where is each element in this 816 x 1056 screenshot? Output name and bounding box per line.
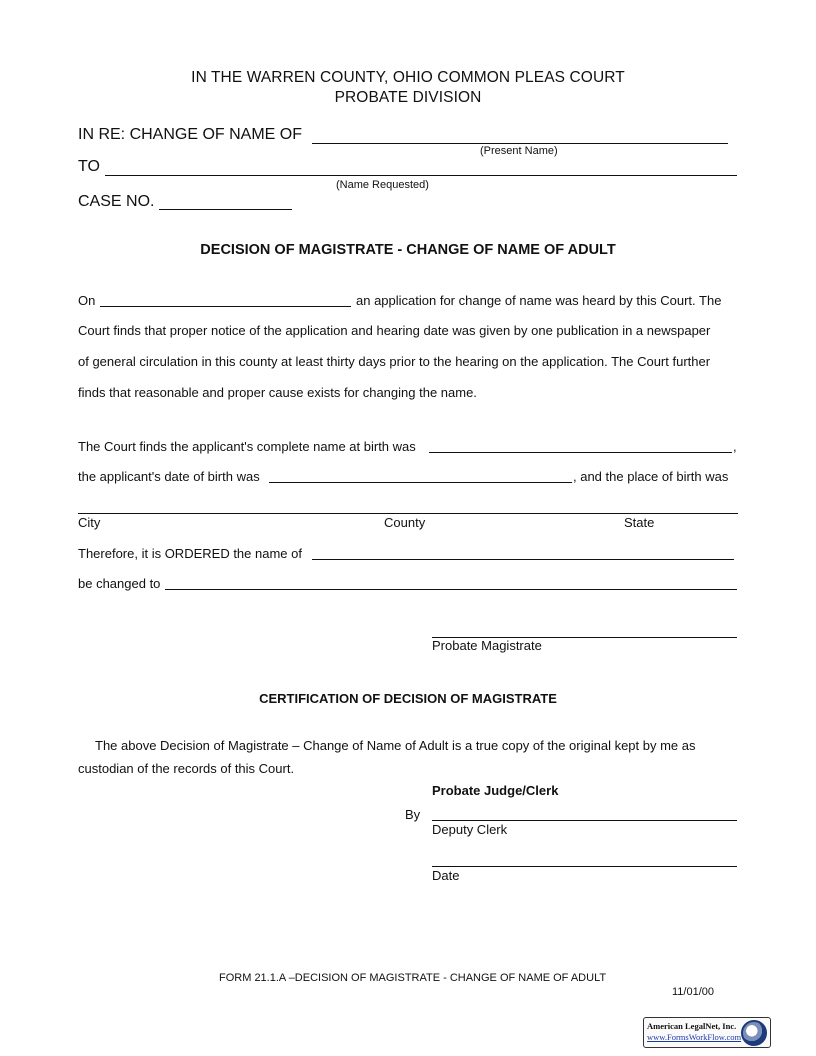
logo-company-name: American LegalNet, Inc. (647, 1021, 737, 1031)
logo-url[interactable]: www.FormsWorkFlow.com (647, 1032, 742, 1042)
form-label: FORM 21.1.A –DECISION OF MAGISTRATE - CHANGE OF NAME OF ADULT (219, 972, 607, 984)
para1-line2: Court finds that proper notice of the application and hearing date was given by one publication in a newspaper (78, 323, 711, 338)
birth-name-field[interactable] (429, 452, 732, 453)
birthplace-field[interactable] (78, 513, 738, 514)
magistrate-label: Probate Magistrate (432, 638, 542, 653)
name-requested-hint: (Name Requested) (336, 179, 429, 191)
by-label: By (405, 807, 421, 822)
dob-field[interactable] (269, 482, 572, 483)
changed-to-label: be changed to (78, 576, 161, 591)
to-label: TO (78, 158, 100, 175)
deputy-clerk-label: Deputy Clerk (432, 822, 508, 837)
name-requested-field[interactable] (105, 175, 737, 176)
judge-clerk-label: Probate Judge/Clerk (432, 783, 559, 798)
form-date: 11/01/00 (672, 986, 715, 998)
certification-text-line1: The above Decision of Magistrate – Change of Name of Adult is a true copy of the original kept by me as (95, 738, 696, 753)
current-name-field[interactable] (312, 559, 734, 560)
date-label: Date (432, 868, 460, 883)
deputy-signature-field[interactable] (432, 820, 737, 821)
county-label: County (384, 515, 426, 530)
para1-on: On (78, 293, 96, 308)
case-no-label: CASE NO. (78, 193, 155, 210)
certification-heading: CERTIFICATION OF DECISION OF MAGISTRATE (259, 691, 557, 706)
para1-line4: finds that reasonable and proper cause exists for changing the name. (78, 385, 477, 400)
globe-seal-icon (741, 1020, 767, 1046)
american-legalnet-logo (643, 1017, 771, 1048)
birth-name-label: The Court finds the applicant's complete name at birth was (78, 439, 416, 454)
state-label: State (624, 515, 655, 530)
court-heading: IN THE WARREN COUNTY, OHIO COMMON PLEAS COURT (191, 69, 625, 86)
para1-line1-end: an application for change of name was heard by this Court. The (356, 293, 722, 308)
document-title: DECISION OF MAGISTRATE - CHANGE OF NAME OF ADULT (200, 242, 616, 258)
birthplace-label: , and the place of birth was (573, 469, 729, 484)
date-field[interactable] (432, 866, 737, 867)
city-label: City (78, 515, 101, 530)
ordered-label: Therefore, it is ORDERED the name of (78, 546, 302, 561)
new-name-field[interactable] (165, 589, 737, 590)
present-name-field[interactable] (312, 143, 728, 144)
division-heading: PROBATE DIVISION (334, 89, 482, 106)
dob-label: the applicant's date of birth was (78, 469, 260, 484)
para1-line3: of general circulation in this county at least thirty days prior to the hearing on the application. The Court further (78, 354, 711, 369)
in-re-label: IN RE: CHANGE OF NAME OF (78, 126, 303, 143)
hearing-date-field[interactable] (100, 306, 351, 307)
certification-text-line2: custodian of the records of this Court. (78, 761, 295, 776)
present-name-hint: (Present Name) (480, 145, 558, 157)
case-no-field[interactable] (159, 209, 292, 210)
birth-name-comma: , (733, 439, 737, 454)
